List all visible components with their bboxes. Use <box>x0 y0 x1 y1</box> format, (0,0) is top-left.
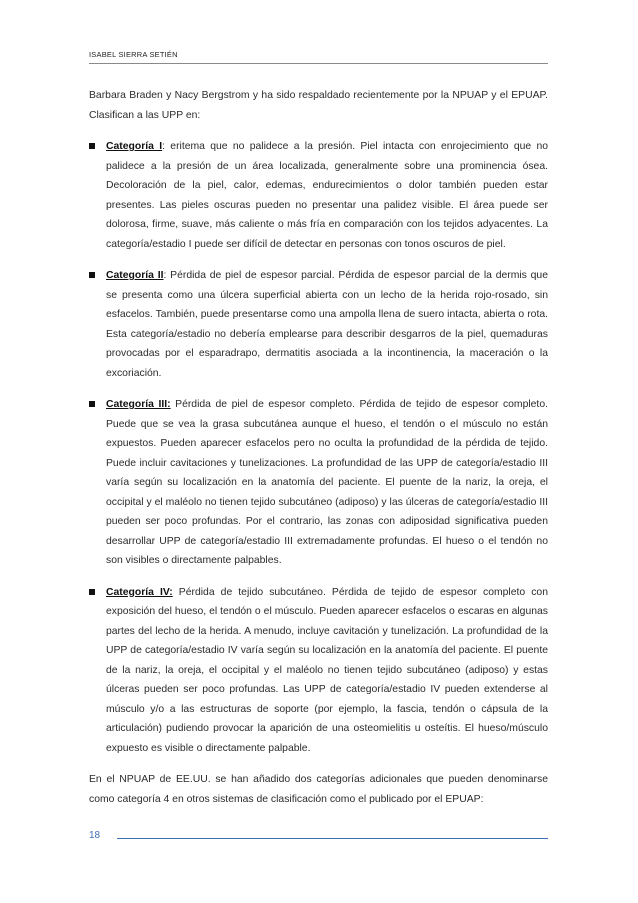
category-term: Categoría IV: <box>106 586 173 598</box>
category-separator: : <box>163 270 171 281</box>
category-description: Pérdida de tejido subcutáneo. Pérdida de tejido de espesor completo con exposición del hueso, el tendón o el músculo. Pueden aparecer esfacelos o escaras en algunas partes del lecho de la herida. A menudo, incluye cavitación y tunelización. La profundidad de la UPP de categoría/estadio IV varía según su localización en la anatomía del paciente. El puente de la nariz, la oreja, el occipital y el maléolo no tienen tejido subcutáneo (adiposo) y estas úlceras pueden ser poco profundas. Las UPP de categoría/estadio IV pueden extenderse al músculo y/o a las estructuras de soporte (por ejemplo, la fascia, tendón o cápsula de la articulación) pudiendo provocar la aparición de una osteomielitis u osteítis. El hueso/músculo expuesto es visible o directamente palpable. <box>106 586 548 754</box>
category-description: Pérdida de piel de espesor parcial. Pérdida de espesor parcial de la dermis que se presenta como una úlcera superficial abierta con un lecho de la herida rojo-rosado, sin esfacelos. También, puede presentarse como una ampolla llena de suero intacta, abierta o rota. Esta categoría/estadio no debería emplearse para describir desgarros de la piel, quemaduras provocadas por el esparadrapo, dermatitis asociada a la incontinencia, la maceración o la excoriación. <box>106 270 548 379</box>
category-term: Categoría II <box>106 270 164 281</box>
category-term: Categoría I <box>106 141 163 152</box>
square-bullet-icon <box>89 272 95 278</box>
category-list <box>89 137 548 758</box>
header-author: ISABEL SIERRA SETIÉN <box>89 50 178 59</box>
square-bullet-icon <box>89 589 95 595</box>
category-description: Pérdida de piel de espesor completo. Pérdida de tejido de espesor completo. Puede que se vea la grasa subcutánea aunque el hueso, el tendón o el músculo no están expuestos. Pueden aparecer esfacelos pero no oculta la profundidad de la pérdida de tejido. Puede incluir cavitaciones y tunelizaciones. La profundidad de las UPP de categoría/estadio III varía según su localización en la anatomía del paciente. El puente de la nariz, la oreja, el occipital y el maléolo no tienen tejido subcutáneo (adiposo) y las úlceras de categoría/estadio III pueden ser poco profundas. Por el contrario, las zonas con adiposidad significativa pueden desarrollar UPP de categoría/estadio III extremadamente profundas. El hueso o el tendón no son visibles o directamente palpables. <box>106 399 548 566</box>
page-number: 18 <box>89 830 101 841</box>
page-body <box>89 86 548 821</box>
category-description: eritema que no palidece a la presión. Piel intacta con enrojecimiento que no palidece a la presión de un área localizada, generalmente sobre una prominencia ósea. Decoloración de la piel, calor, edemas, endurecimientos o dolor también pueden estar presentes. Las pieles oscuras pueden no presentar una palidez visible. El área puede ser dolorosa, firme, suave, más caliente o más fría en comparación con los tejidos adyacentes. La categoría/estadio I puede ser difícil de detectar en personas con tonos oscuros de piel. <box>106 141 549 250</box>
closing-paragraph: En el NPUAP de EE.UU. se han añadido dos categorías adicionales que pueden denominarse como categoría 4 en otros sistemas de clasificación como el publicado por el EPUAP: <box>89 774 548 805</box>
category-item-3 <box>89 395 548 571</box>
page-footer <box>89 828 548 848</box>
intro-paragraph: Barbara Braden y Nacy Bergstrom y ha sido respaldado recientemente por la NPUAP y el EPUAP. Clasifican a las UPP en: <box>89 90 548 121</box>
category-term: Categoría III: <box>106 399 171 410</box>
square-bullet-icon <box>89 143 95 149</box>
square-bullet-icon <box>89 401 95 407</box>
footer-rule <box>117 838 548 839</box>
header-rule <box>89 63 548 64</box>
category-separator: : <box>162 141 171 152</box>
category-item-1 <box>89 137 548 254</box>
page-header <box>89 50 548 64</box>
category-item-4 <box>89 583 548 759</box>
category-item-2 <box>89 266 548 383</box>
